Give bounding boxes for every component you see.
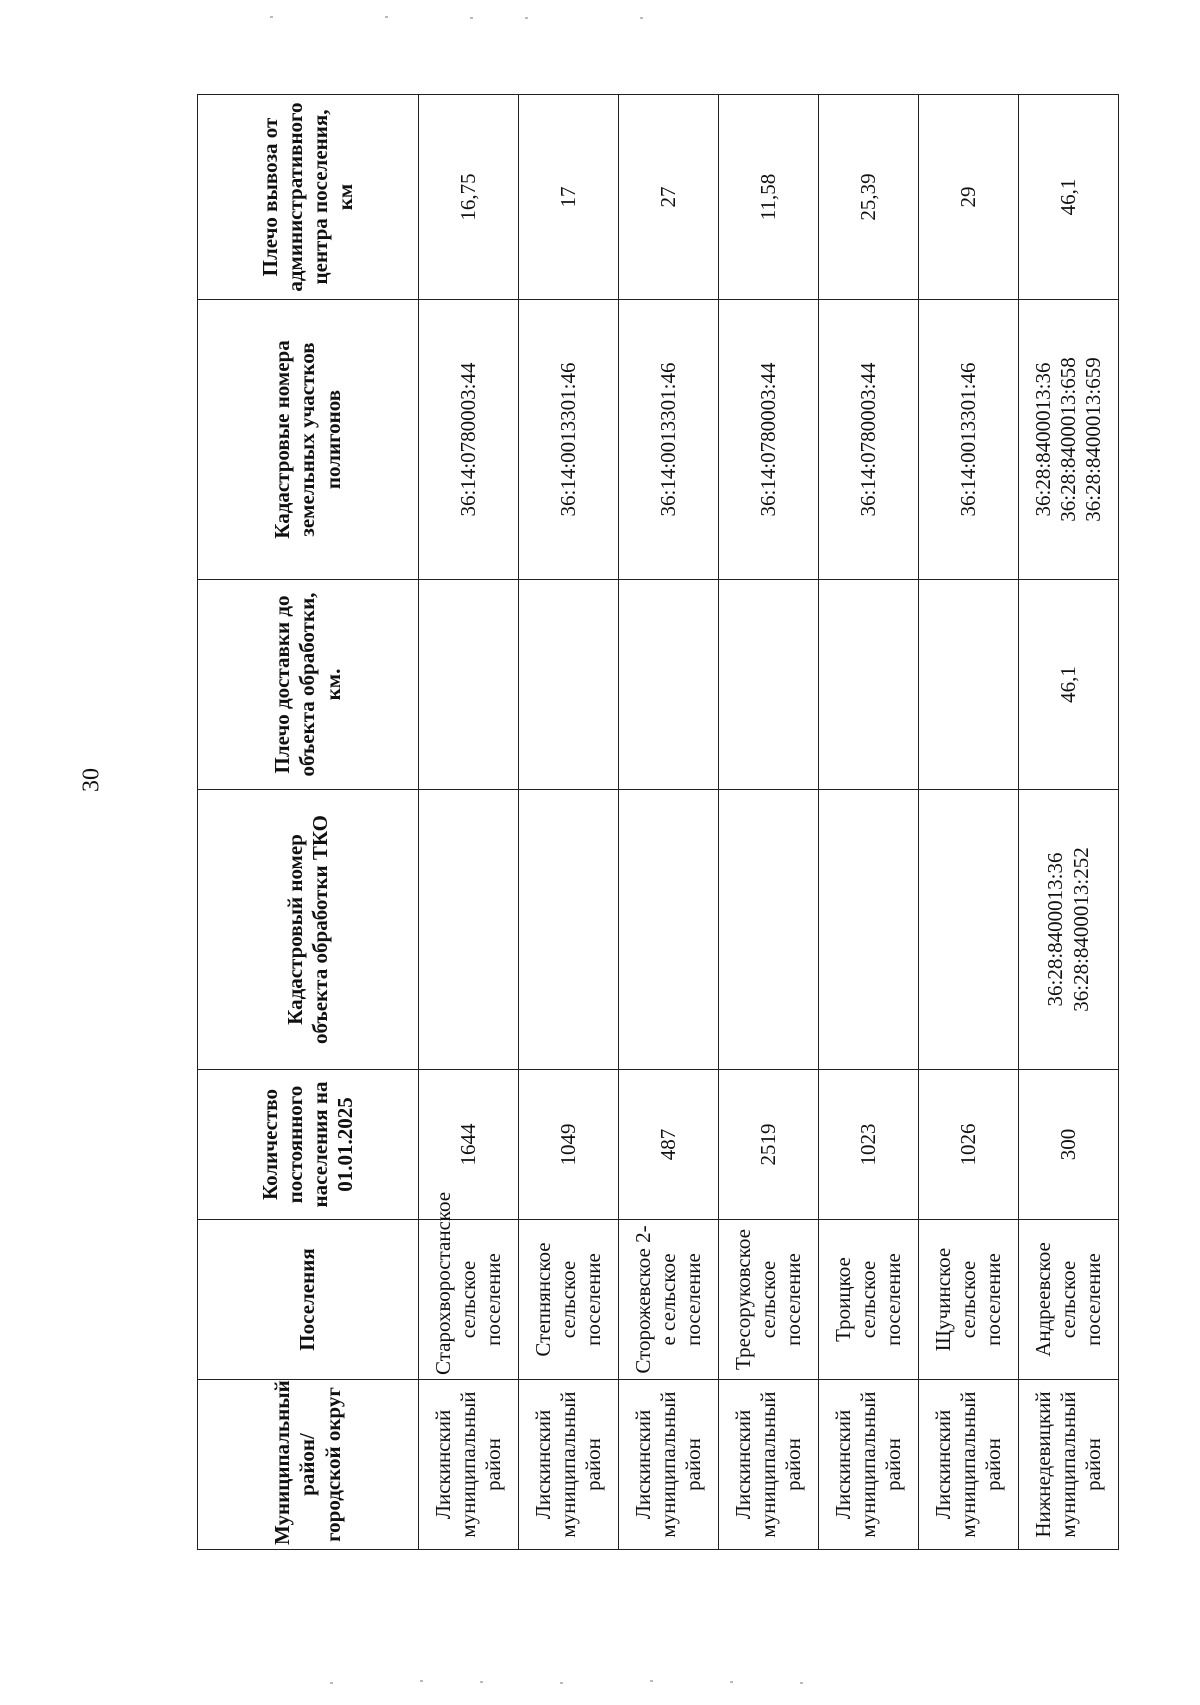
scan-speck [650,1680,653,1682]
scan-speck [800,1682,803,1684]
scan-speck [640,17,643,19]
header-settlement: Поселения [198,1220,419,1380]
table-body [419,95,1119,1550]
table-row [819,95,919,1550]
cell-landfill-cadastral-line: 36:14:0013301:46 [655,362,680,517]
cell-settlement: Щучинское сельское поселение [919,1220,1019,1380]
cell-delivery-distance [619,580,719,790]
cell-district: Нижнедевицкий муниципальный район [1019,1380,1119,1550]
cell-export-distance: 25,39 [819,95,919,300]
cell-district: Лискинский муниципальный район [519,1380,619,1550]
table-row [719,95,819,1550]
cell-processing-cadastral [519,790,619,1070]
cell-settlement: Андреевское сельское поселение [1019,1220,1119,1380]
cell-delivery-distance [519,580,619,790]
cell-delivery-distance [419,580,519,790]
cell-landfill-cadastral [619,300,719,580]
scan-speck [730,1681,733,1683]
table-row [519,95,619,1550]
cell-landfill-cadastral-line: 36:14:0013301:46 [555,362,580,517]
table-wrapper [197,95,1118,1550]
cell-delivery-distance [919,580,1019,790]
cell-export-distance: 16,75 [419,95,519,300]
scan-speck [385,16,388,18]
cell-delivery-distance: 46,1 [1019,580,1119,790]
cell-landfill-cadastral-line: 36:28:8400013:658 [1055,357,1080,522]
cell-processing-cadastral [1019,790,1119,1070]
cell-landfill-cadastral [919,300,1019,580]
cell-population: 487 [619,1070,719,1220]
cell-export-distance: 46,1 [1019,95,1119,300]
cell-export-distance: 27 [619,95,719,300]
cell-processing-cadastral-line: 36:28:8400013:252 [1068,847,1093,1012]
cell-settlement: Степнянское сельское поселение [519,1220,619,1380]
cell-population: 1644 [419,1070,519,1220]
header-export-distance: Плечо вывоза от административного центра поселения, км [198,95,419,300]
cell-landfill-cadastral [519,300,619,580]
scan-speck [560,1682,563,1684]
scan-speck [470,17,473,19]
cell-delivery-distance [719,580,819,790]
table-row [619,95,719,1550]
cell-landfill-cadastral [1019,300,1119,580]
cell-landfill-cadastral [819,300,919,580]
table-rotator [197,95,1118,1550]
cell-settlement: Тресоруковское сельское поселение [719,1220,819,1380]
cell-export-distance: 11,58 [719,95,819,300]
cell-landfill-cadastral-line: 36:14:0780003:44 [855,362,880,517]
scan-speck [330,1682,333,1684]
scan-speck [270,16,273,18]
table-row [419,95,519,1550]
cell-population: 300 [1019,1070,1119,1220]
cell-landfill-cadastral-line: 36:14:0013301:46 [955,362,980,517]
cell-landfill-cadastral [719,300,819,580]
scan-speck [525,17,528,19]
cell-settlement: Троицкое сельское поселение [819,1220,919,1380]
cell-settlement: Сторожевское 2-е сельское поселение [619,1220,719,1380]
cell-settlement: Старохворостанское сельское поселение [419,1220,519,1380]
header-delivery-distance: Плечо доставки до объекта обработки, км. [198,580,419,790]
cell-district: Лискинский муниципальный район [419,1380,519,1550]
cell-population: 1023 [819,1070,919,1220]
cell-processing-cadastral [619,790,719,1070]
table-row [919,95,1019,1550]
scan-speck [420,1680,423,1682]
cell-processing-cadastral [719,790,819,1070]
cell-district: Лискинский муниципальный район [619,1380,719,1550]
cell-processing-cadastral [419,790,519,1070]
cell-landfill-cadastral-line: 36:14:0780003:44 [755,362,780,517]
cell-landfill-cadastral-line: 36:28:8400013:659 [1081,357,1106,522]
cell-district: Лискинский муниципальный район [719,1380,819,1550]
page-number: 30 [78,768,105,792]
cell-district: Лискинский муниципальный район [919,1380,1019,1550]
cell-processing-cadastral-line: 36:28:8400013:36 [1043,852,1068,1007]
cell-export-distance: 29 [919,95,1019,300]
table-row [1019,95,1119,1550]
cell-processing-cadastral [819,790,919,1070]
cell-district: Лискинский муниципальный район [819,1380,919,1550]
cell-population: 1049 [519,1070,619,1220]
cell-delivery-distance [819,580,919,790]
header-landfill-cadastral: Кадастровые номера земельных участков полигонов [198,300,419,580]
scan-speck [480,1681,483,1683]
cell-landfill-cadastral [419,300,519,580]
header-district: Муниципальный район/ городской округ [198,1380,419,1550]
cell-population: 1026 [919,1070,1019,1220]
data-table [197,94,1119,1550]
cell-processing-cadastral [919,790,1019,1070]
header-population: Количество постоянного населения на 01.01.2025 [198,1070,419,1220]
cell-landfill-cadastral-line: 36:28:8400013:36 [1030,362,1055,517]
cell-export-distance: 17 [519,95,619,300]
cell-landfill-cadastral-line: 36:14:0780003:44 [455,362,480,517]
table-header-row [198,95,419,1550]
header-processing-cadastral: Кадастровый номер объекта обработки ТКО [198,790,419,1070]
cell-population: 2519 [719,1070,819,1220]
